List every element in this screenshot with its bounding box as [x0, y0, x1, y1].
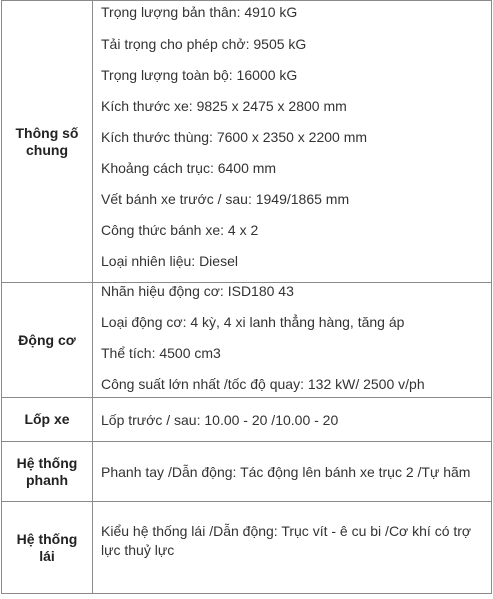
spec-line: Nhãn hiệu động cơ: ISD180 43	[101, 283, 294, 299]
spec-line: Công thức bánh xe: 4 x 2	[101, 222, 259, 238]
category-label: Lốp xe	[24, 411, 70, 427]
spec-row-brakes	[2, 442, 492, 502]
values-cell	[93, 283, 492, 398]
category-label: Thông số chung	[15, 124, 79, 158]
spec-line: Tải trọng cho phép chở: 9505 kG	[101, 36, 307, 52]
spec-line: Kích thước xe: 9825 x 2475 x 2800 mm	[101, 98, 347, 114]
spec-line: Kích thước thùng: 7600 x 2350 x 2200 mm	[101, 129, 368, 145]
spec-line: Lốp trước / sau: 10.00 - 20 /10.00 - 20	[101, 411, 339, 428]
spec-line: Loại nhiên liệu: Diesel	[101, 253, 238, 269]
category-cell	[2, 442, 93, 502]
category-label: Hệ thống phanh	[16, 454, 78, 488]
category-cell	[2, 283, 93, 398]
spec-row-general	[2, 1, 492, 283]
spec-line: Loại động cơ: 4 kỳ, 4 xi lanh thẳng hàng, tăng áp	[101, 314, 405, 330]
spec-line: Khoảng cách trục: 6400 mm	[101, 160, 277, 176]
spec-line: Phanh tay /Dẫn động: Tác động lên bánh xe trục 2 /Tự hãm	[101, 463, 471, 480]
values-cell	[93, 1, 492, 283]
values-cell	[93, 398, 492, 442]
spec-row-engine	[2, 283, 492, 398]
spec-line: Trọng lượng toàn bộ: 16000 kG	[101, 67, 298, 83]
category-cell	[2, 502, 93, 594]
spec-line: Công suất lớn nhất /tốc độ quay: 132 kW/ 2500 v/ph	[101, 376, 425, 392]
spec-line: Trọng lượng bản thân: 4910 kG	[101, 4, 298, 20]
category-label: Động cơ	[18, 331, 76, 348]
spec-table	[1, 0, 492, 594]
category-cell	[2, 1, 93, 283]
values-cell	[93, 442, 492, 502]
spec-line: Thể tích: 4500 cm3	[101, 345, 221, 361]
spec-line: Kiểu hệ thống lái /Dẫn động: Trục vít - ê cu bi /Cơ khí có trợ lực thuỷ lực	[101, 523, 472, 558]
category-cell	[2, 398, 93, 442]
values-cell	[93, 502, 492, 594]
category-label: Hệ thống lái	[16, 530, 78, 564]
spec-line: Vết bánh xe trước / sau: 1949/1865 mm	[101, 191, 350, 207]
spec-row-steering	[2, 502, 492, 594]
spec-row-tires	[2, 398, 492, 442]
